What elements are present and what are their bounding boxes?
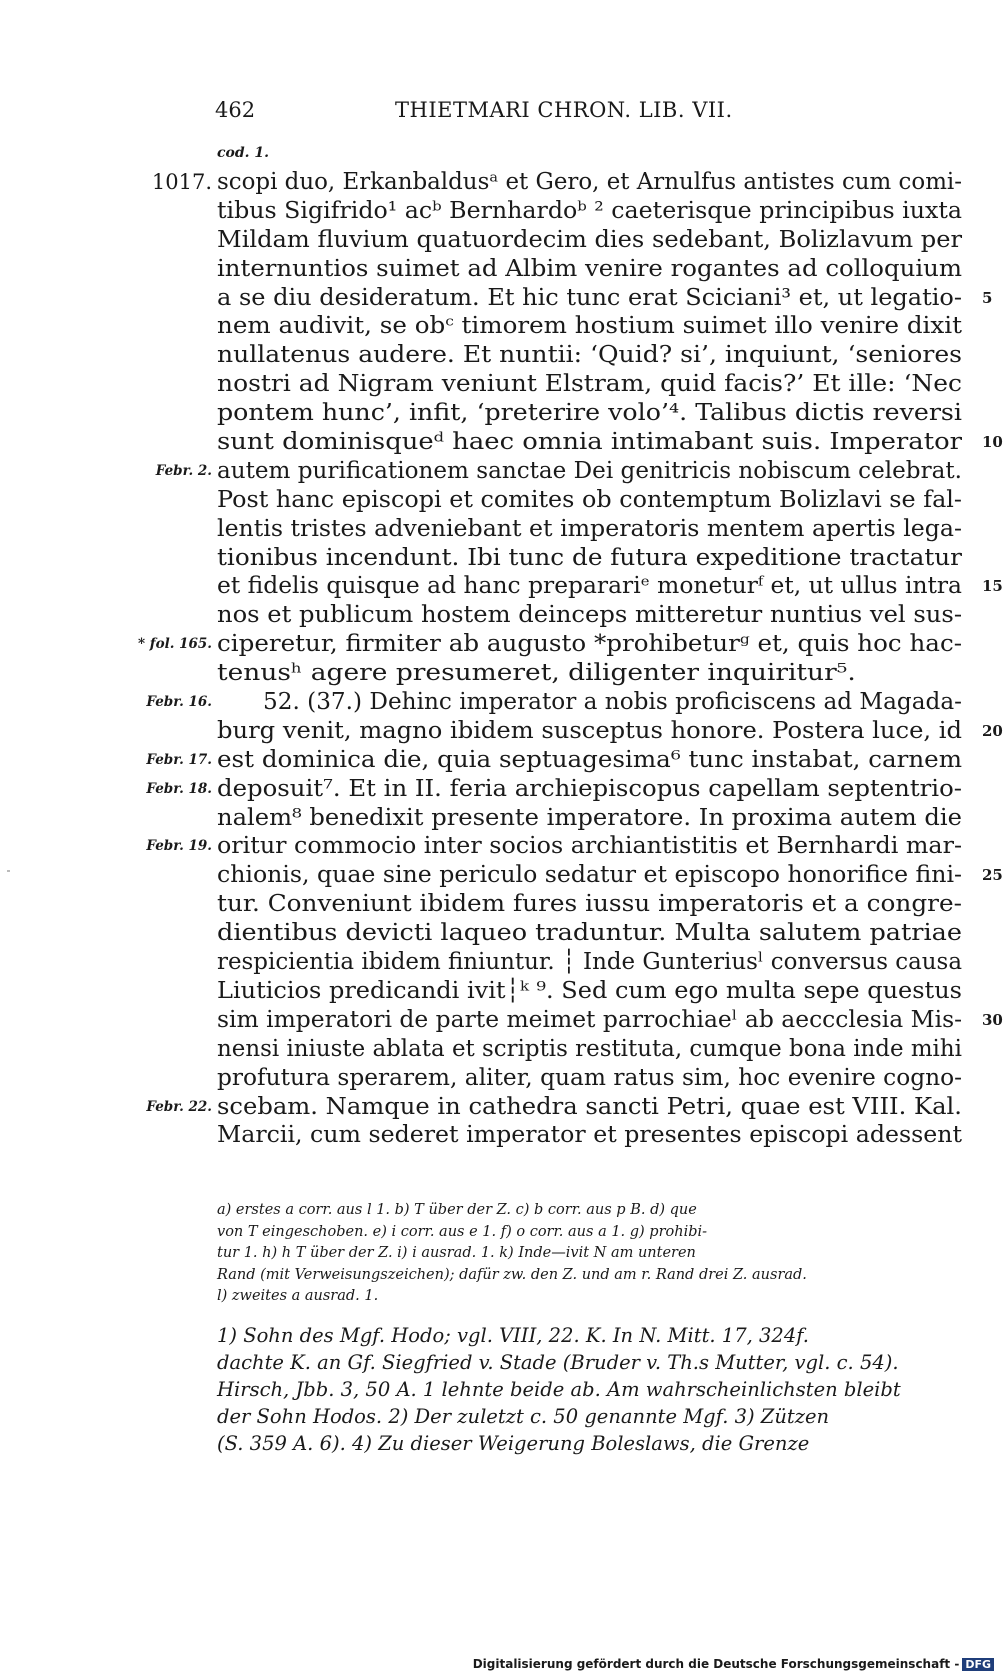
text-line: [217, 659, 967, 688]
text-line: [146, 832, 967, 861]
text-line: [217, 486, 967, 515]
text-line-content: Liuticios predicandi ivit┆ᵏ ⁹. Sed cum ego multa sepe questus: [217, 977, 963, 1004]
text-line-content: nalem⁸ benedixit presente imperatore. In proxima autem die: [217, 804, 962, 831]
line-number: 15: [982, 577, 1003, 596]
text-line: [217, 717, 1003, 746]
text-line: [217, 515, 967, 544]
text-line: [217, 428, 1003, 457]
text-line: [146, 746, 967, 775]
critical-apparatus-notes: [217, 1200, 967, 1308]
text-line-content: profutura sperarem, aliter, quam ratus sim, hoc evenire cogno-: [217, 1064, 963, 1091]
text-line: [217, 284, 993, 313]
text-line: [217, 977, 967, 1006]
text-line: [138, 630, 967, 659]
apparatus-note-line: von T eingeschoben. e) i corr. aus e 1. f) o corr. aus a 1. g) prohibi-: [217, 1223, 708, 1240]
text-line-content: sunt dominisqueᵈ haec omnia intimabant suis. Imperator: [217, 429, 962, 456]
margin-date: Febr. 16.: [146, 694, 212, 711]
apparatus-note-line: l) zweites a ausrad. 1.: [217, 1288, 379, 1304]
text-line: [217, 370, 967, 399]
text-line-content: tibus Sigifrido¹ acᵇ Bernhardoᵇ ² caeterisque principibus iuxta: [217, 197, 962, 224]
line-number: 30: [982, 1010, 1003, 1029]
margin-date: * fol. 165.: [138, 636, 212, 653]
text-line-content: tenusʰ agere presumeret, diligenter inquiritur⁵.: [217, 660, 856, 687]
text-line: [217, 601, 967, 630]
text-line: [217, 1121, 967, 1150]
margin-date: Febr. 19.: [146, 838, 212, 855]
footnote-line: der Sohn Hodos. 2) Der zuletzt c. 50 genannte Mgf. 3) Zützen: [217, 1405, 830, 1428]
text-line-content: respicientia ibidem finiuntur. ┆ Inde Gunteriusˡ conversus causa: [217, 949, 962, 976]
text-line: [217, 1006, 1003, 1035]
margin-date: Febr. 2.: [155, 462, 212, 479]
line-number: 25: [982, 866, 1003, 885]
footnote-line: Hirsch, Jbb. 3, 50 A. 1 lehnte beide ab. Am wahrscheinlichsten bleibt: [217, 1378, 901, 1401]
text-line: [155, 457, 967, 486]
apparatus-note-line: tur 1. h) h T über der Z. i) i ausrad. 1. k) Inde—ivit N am unteren: [217, 1245, 696, 1261]
text-line-content: tur. Conveniunt ibidem fures iussu imperatoris et a congre-: [217, 891, 962, 918]
text-line-content: nem audivit, se obᶜ timorem hostium suimet illo venire dixit: [217, 313, 962, 340]
text-line-content: scebam. Namque in cathedra sancti Petri, quae est VIII. Kal.: [217, 1093, 962, 1120]
text-line: [217, 544, 967, 573]
text-line: [146, 1093, 967, 1122]
text-line-content: ciperetur, firmiter ab augusto *prohibeturᵍ et, quis hoc hac-: [217, 631, 962, 658]
text-line-content: internuntios suimet ad Albim venire rogantes ad colloquium: [217, 255, 962, 282]
text-line-content: autem purificationem sanctae Dei genitricis nobiscum celebrat.: [217, 457, 962, 484]
text-line-content: chionis, quae sine periculo sedatur et episcopo honorifice fini-: [217, 862, 962, 889]
line-number: 20: [982, 721, 1003, 740]
text-line-content: et fidelis quisque ad hanc preparariᵉ moneturᶠ et, ut ullus intra: [217, 573, 962, 600]
text-line: [217, 341, 967, 370]
text-line: [146, 775, 967, 804]
text-line-content: nullatenus audere. Et nuntii: ‘Quid? si’, inquiunt, ‘seniores: [217, 342, 962, 369]
text-line-content: scopi duo, Erkanbaldusᵃ et Gero, et Arnulfus antistes cum comi-: [217, 169, 962, 195]
scan-mark: [7, 870, 10, 872]
text-line-content: Mildam fluvium quatuordecim dies sedebant, Bolizlavum per: [217, 226, 962, 253]
text-line-content: a se diu desideratum. Et hic tunc erat Sciciani³ et, ut legatio-: [217, 284, 962, 311]
text-line: [217, 255, 967, 284]
text-line-content: oritur commocio inter socios archiantistitis et Bernhardi mar-: [217, 833, 963, 860]
margin-date: Febr. 17.: [146, 751, 212, 768]
footer-text: Digitalisierung gefördert durch die Deutsche Forschungsgemeinschaft -: [472, 1657, 960, 1671]
text-line-content: tionibus incendunt. Ibi tunc de futura expeditione tractatur: [217, 544, 962, 571]
text-line-content: dientibus devicti laqueo traduntur. Multa salutem patriae: [217, 920, 963, 947]
text-line-content: Post hanc episcopi et comites ob contemptum Bolizlavi se fal-: [217, 486, 963, 513]
text-line: [217, 226, 967, 255]
text-line-content: est dominica die, quia septuagesima⁶ tunc instabat, carnem: [217, 746, 962, 773]
main-text-block: [138, 168, 1003, 1150]
footnote-line: 1) Sohn des Mgf. Hodo; vgl. VIII, 22. K. In N. Mitt. 17, 324f.: [217, 1324, 809, 1347]
text-line-content: pontem hunc’, infit, ‘preterire volo’⁴. Talibus dictis reversi: [217, 400, 962, 427]
text-line-content: lentis tristes adveniebant et imperatoris mentem apertis lega-: [217, 515, 962, 542]
commentary-footnotes: [217, 1322, 967, 1457]
text-line: [217, 572, 1003, 601]
text-line-content: deposuit⁷. Et in II. feria archiepiscopus capellam septentrio-: [217, 775, 962, 802]
apparatus-note-line: Rand (mit Verweisungszeichen); dafür zw. den Z. und am r. Rand drei Z. ausrad.: [217, 1266, 807, 1283]
margin-date: Febr. 22.: [146, 1098, 212, 1115]
page-number: 462: [215, 98, 256, 122]
line-number: 5: [982, 288, 993, 307]
text-line: [217, 919, 967, 948]
text-line-content: nos et publicum hostem deinceps mitteretur nuntius vel sus-: [217, 602, 962, 629]
text-line: [217, 197, 967, 226]
text-line: [217, 1035, 967, 1064]
footnote-line: dachte K. an Gf. Siegfried v. Stade (Bruder v. Th.s Mutter, vgl. c. 54).: [217, 1351, 899, 1374]
text-line: [146, 688, 967, 717]
text-line-content: nensi iniuste ablata et scriptis restituta, cumque bona inde mihi: [217, 1035, 962, 1062]
apparatus-note-line: a) erstes a corr. aus l 1. b) T über der Z. c) b corr. aus p B. d) que: [217, 1202, 697, 1218]
text-line: [217, 312, 967, 341]
running-head: [0, 98, 1000, 128]
text-line-content: burg venit, magno ibidem susceptus honore. Postera luce, id: [217, 717, 962, 744]
margin-date: Febr. 18.: [146, 780, 212, 797]
text-line: [151, 168, 967, 197]
line-number: 10: [982, 433, 1003, 452]
footnote-line: (S. 359 A. 6). 4) Zu dieser Weigerung Boleslaws, die Grenze: [217, 1432, 810, 1455]
running-title: THIETMARI CHRON. LIB. VII.: [395, 98, 733, 122]
footer-credit: [473, 1657, 994, 1671]
text-line-content: Marcii, cum sederet imperator et presentes episcopi adessent: [217, 1122, 962, 1149]
text-line-content: 52. (37.) Dehinc imperator a nobis proficiscens ad Magada-: [263, 689, 962, 716]
dfg-logo: DFG: [962, 1658, 994, 1671]
text-line-content: sim imperatori de parte meimet parrochiaeˡ ab aeccclesia Mis-: [217, 1006, 962, 1033]
codex-label: cod. 1.: [217, 145, 270, 161]
text-line: [217, 948, 967, 977]
text-line: [217, 399, 967, 428]
text-line: [217, 861, 1003, 890]
text-line-content: nostri ad Nigram veniunt Elstram, quid facis?’ Et ille: ‘Nec: [217, 371, 962, 398]
text-line: [217, 890, 967, 919]
text-line: [217, 804, 967, 833]
text-line: [217, 1064, 967, 1093]
margin-year: 1017.: [151, 170, 212, 194]
